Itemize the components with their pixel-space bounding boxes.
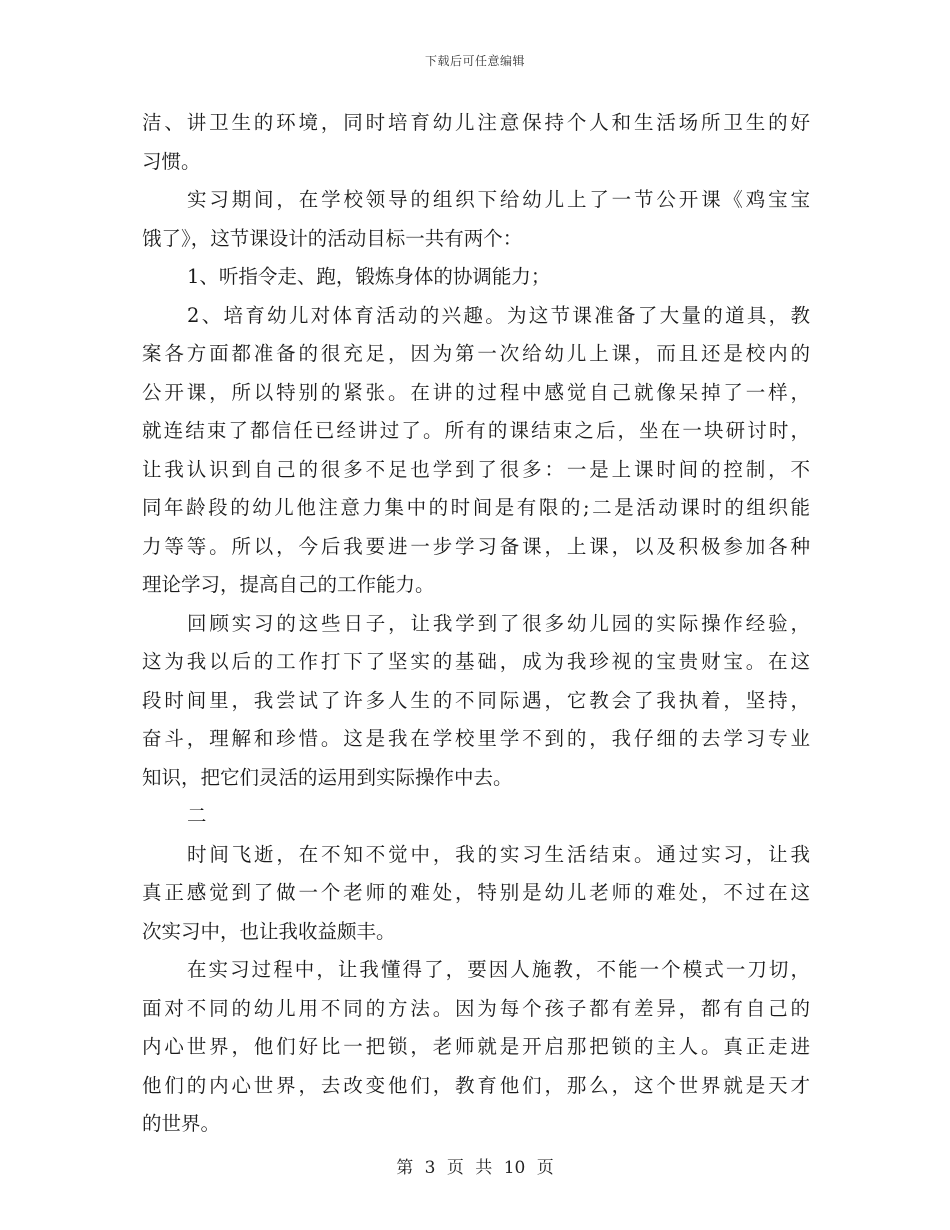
- text-line: 公开课，所以特别的紧张。在讲的过程中感觉自己就像呆掉了一样，: [142, 380, 810, 404]
- text-line: 知识，把它们灵活的运用到实际操作中去。: [142, 765, 513, 789]
- text-line: 习惯。: [142, 149, 201, 173]
- text-line: 内心世界，他们好比一把锁，老师就是开启那把锁的主人。真正走进: [142, 1035, 810, 1058]
- text-line: 力等等。所以，今后我要进一步学习备课，上课，以及积极参加各种: [142, 534, 810, 558]
- text-line: 让我认识到自己的很多不足也学到了很多：一是上课时间的控制，不: [142, 457, 810, 481]
- text-line: 1、听指令走、跑，锻炼身体的协调能力；: [187, 265, 551, 288]
- text-line: 案各方面都准备的很充足，因为第一次给幼儿上课，而且还是校内的: [142, 342, 810, 365]
- page-header: 下载后可任意编辑: [424, 54, 525, 68]
- text-line: 洁、讲卫生的环境，同时培育幼儿注意保持个人和生活场所卫生的好: [142, 111, 810, 134]
- text-line: 2、培育幼儿对体育活动的兴趣。为这节课准备了大量的道具，教: [187, 303, 810, 327]
- text-line: 的世界。: [142, 1112, 221, 1135]
- document-body: [142, 104, 810, 1144]
- text-line: 回顾实习的这些日子，让我学到了很多幼儿园的实际操作经验，: [187, 611, 810, 635]
- text-line: 面对不同的幼儿用不同的方法。因为每个孩子都有差异，都有自己的: [142, 996, 810, 1020]
- text-line: 饿了》，这节课设计的活动目标一共有两个：: [142, 226, 523, 250]
- page-footer: 第 3 页 共 10 页: [396, 1158, 554, 1178]
- section-marker: 二: [187, 804, 207, 827]
- text-line: 在实习过程中，让我懂得了，要因人施教，不能一个模式一刀切，: [187, 958, 810, 981]
- text-line: 理论学习，提高自己的工作能力。: [142, 573, 435, 596]
- text-line: 实习期间，在学校领导的组织下给幼儿上了一节公开课《鸡宝宝: [187, 188, 810, 211]
- text-line: 奋斗，理解和珍惜。这是我在学校里学不到的，我仔细的去学习专业: [142, 727, 810, 750]
- text-line: 这为我以后的工作打下了坚实的基础，成为我珍视的宝贵财宝。在这: [142, 650, 810, 673]
- text-line: 他们的内心世界，去改变他们，教育他们，那么，这个世界就是天才: [142, 1073, 810, 1097]
- text-line: 时间飞逝，在不知不觉中，我的实习生活结束。通过实习，让我: [187, 842, 810, 866]
- text-line: 真正感觉到了做一个老师的难处，特别是幼儿老师的难处，不过在这: [142, 881, 810, 904]
- text-line: 同年龄段的幼儿他注意力集中的时间是有限的;二是活动课时的组织能: [142, 496, 810, 519]
- text-line: 就连结束了都信任已经讲过了。所有的课结束之后，坐在一块研讨时，: [142, 419, 810, 442]
- text-line: 次实习中，也让我收益颇丰。: [142, 919, 396, 943]
- text-line: 段时间里，我尝试了许多人生的不同际遇，它教会了我执着，坚持，: [142, 688, 810, 712]
